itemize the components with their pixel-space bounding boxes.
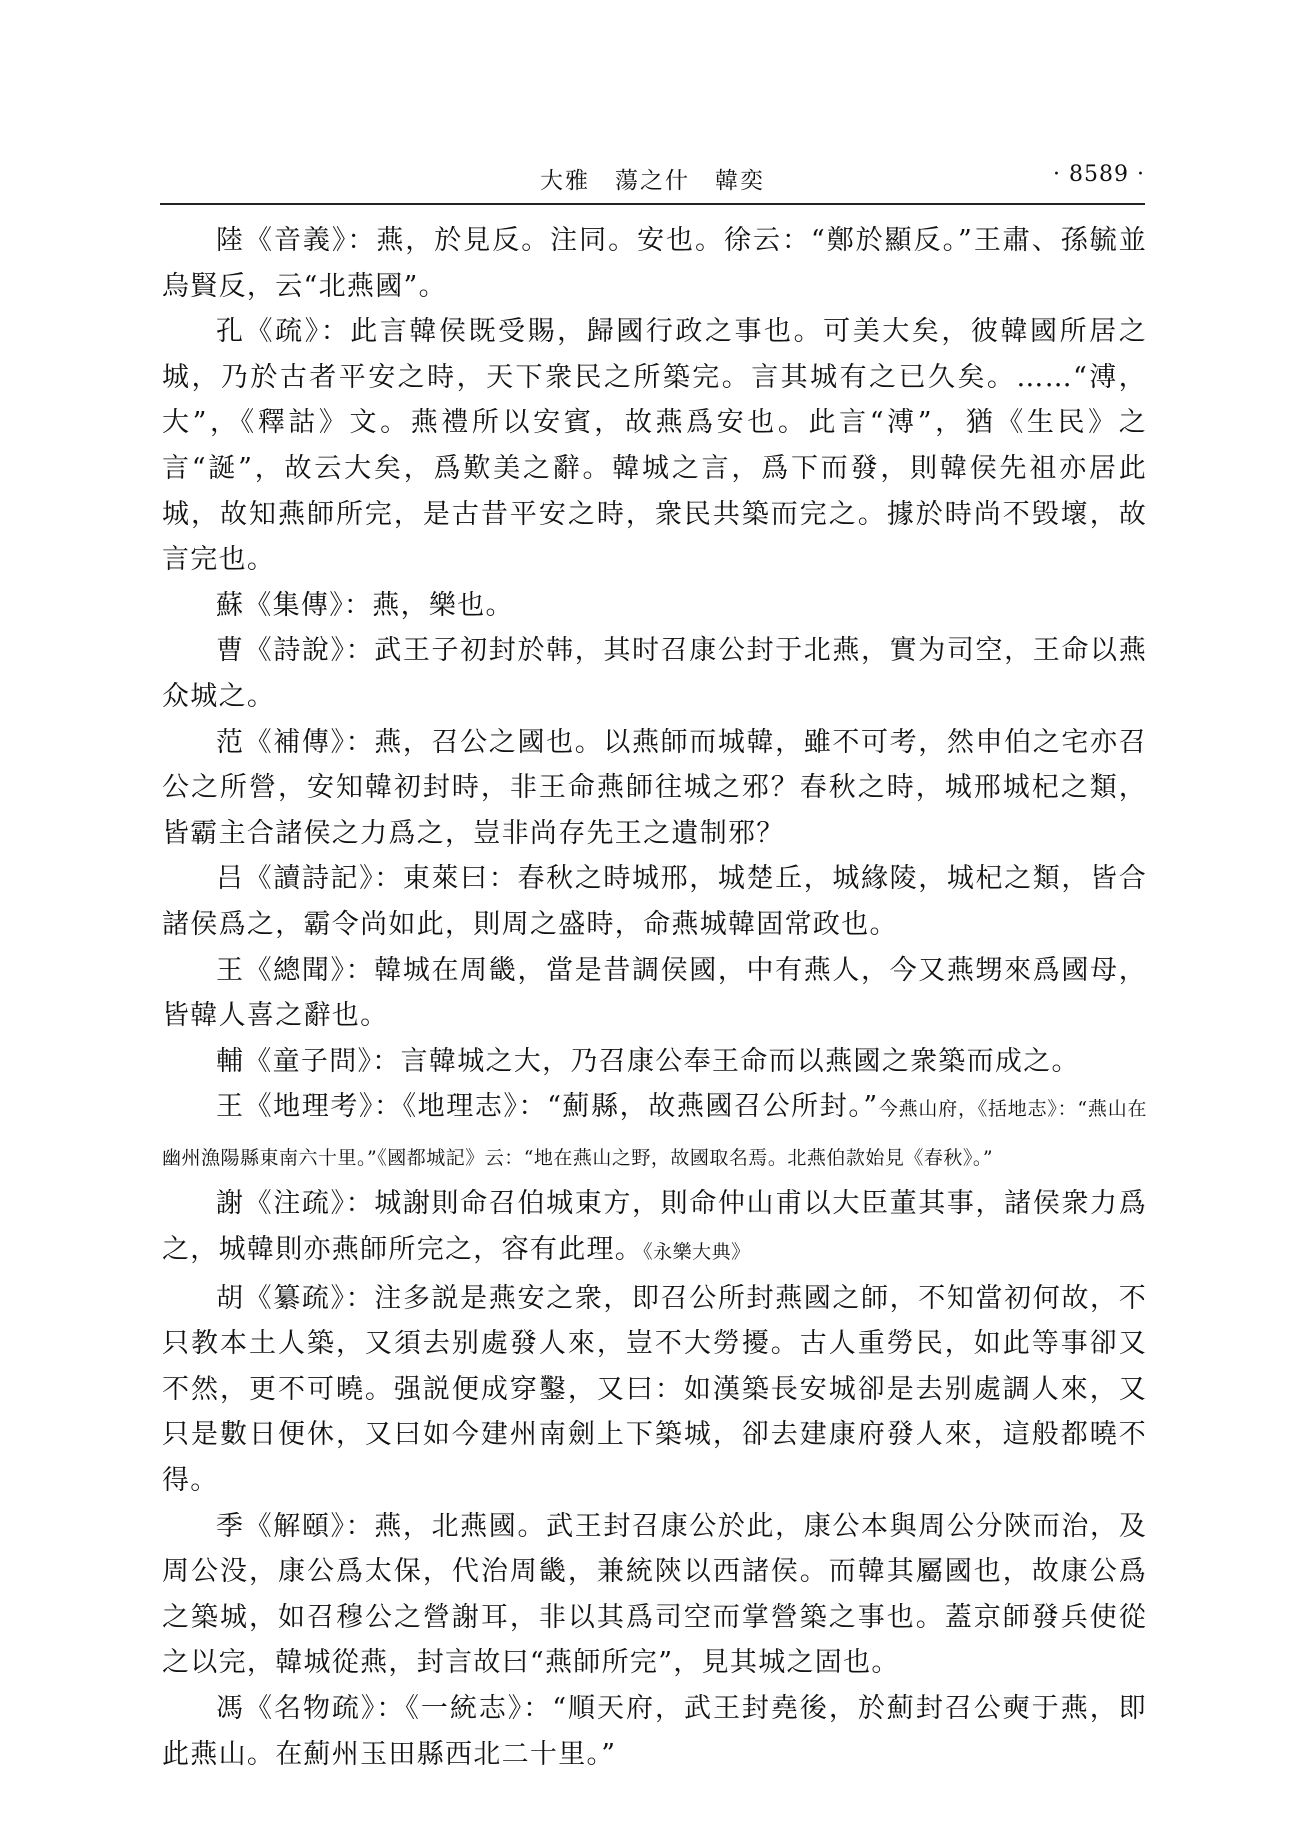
commentary-paragraph-cao: [162, 628, 1147, 719]
paragraph-text: 季《解頤》：燕，北燕國。武王封召康公於此，康公本與周公分陝而治，及周公没，康公爲太保，代治周畿，兼統陝以西諸侯。而韓其屬國也，故康公爲之築城，如召穆公之營謝耳，非以其爲司空而掌營築之事也。蓋京師發兵使從之以完，韓城從燕，封言故曰“燕師所完”，見其城之固也。: [162, 1510, 1147, 1679]
commentary-paragraph-lv: [162, 856, 1147, 947]
paragraph-text: 王《地理考》：《地理志》：“薊縣，故燕國召公所封。”: [216, 1091, 879, 1123]
paragraph-text: 曹《詩說》：武王子初封於韩，其时召康公封于北燕，實为司空，王命以燕众城之。: [162, 635, 1147, 712]
commentary-paragraph-su: [162, 583, 1147, 629]
paragraph-text: 謝《注疏》：城謝則命召伯城東方，則命仲山甫以大臣董其事，諸侯衆力爲之，城韓則亦燕師所完之，容有此理。: [162, 1188, 1147, 1266]
paragraph-text: 輔《童子問》：言韓城之大，乃召康公奉王命而以燕國之衆築而成之。: [216, 1045, 1080, 1077]
paragraph-text: 吕《讀詩記》：東萊曰：春秋之時城邢，城楚丘，城緣陵，城杞之類，皆合諸侯爲之，霸令尚如此，則周之盛時，命燕城韓固常政也。: [162, 863, 1147, 940]
commentary-paragraph-hu: [162, 1276, 1147, 1504]
paragraph-text: 陸《音義》：燕，於見反。注同。安也。徐云：“鄭於顯反。”王肅、孫毓並烏賢反，云“北燕國”。: [162, 225, 1147, 302]
inline-note: 《永樂大典》: [643, 1241, 751, 1264]
running-header-title: 大雅 蕩之什 韓奕: [540, 168, 765, 194]
paragraph-text: 馮《名物疏》：《一統志》：“順天府，武王封堯後，於薊封召公奭于燕，即此燕山。在薊州玉田縣西北二十里。”: [162, 1693, 1147, 1770]
header-rule: [160, 203, 1145, 205]
commentary-paragraph-fu: [162, 1039, 1147, 1085]
inline-note: 今燕山府，《括地志》：“燕山在幽州漁陽縣東南六十里。”《國都城記》云：“地在燕山之野，故國取名焉。北燕伯款始見《春秋》。”: [162, 1098, 1147, 1169]
commentary-paragraph-fan: [162, 720, 1147, 857]
paragraph-text: 胡《纂疏》：注多説是燕安之衆，即召公所封燕國之師，不知當初何故，不只教本土人築，又須去别處發人來，豈不大勞擾。古人重勞民，如此等事卻又不然，更不可曉。强説便成穿鑿，又曰：如漢築長安城卻是去别處調人來，又只是數日便休，又曰如今建州南劍上下築城，卻去建康府發人來，這般都曉不得。: [162, 1282, 1147, 1497]
commentary-paragraph-kong: [162, 309, 1147, 583]
commentary-paragraph-wang-zongwen: [162, 948, 1147, 1039]
paragraph-text: 孔《疏》：此言韓侯既受賜，歸國行政之事也。可美大矣，彼韓國所居之城，乃於古者平安之時，天下衆民之所築完。言其城有之已久矣。……“溥，大”，《釋詁》文。燕禮所以安賓，故燕爲安也。此言“溥”，猶《生民》之言“誕”，故云大矣，爲歎美之辭。韓城之言，爲下而發，則韓侯先祖亦居此城，故知燕師所完，是古昔平安之時，衆民共築而完之。據於時尚不毁壞，故言完也。: [162, 316, 1147, 576]
commentary-paragraph-lu: [162, 218, 1147, 309]
paragraph-text: 王《總聞》：韓城在周畿，當是昔調侯國，中有燕人，今又燕甥來爲國母，皆韓人喜之辭也。: [162, 954, 1147, 1032]
paragraph-text: 蘇《集傳》：燕，樂也。: [216, 589, 514, 621]
commentary-paragraph-ji: [162, 1504, 1147, 1686]
paragraph-text: 范《補傳》：燕，召公之國也。以燕師而城韓，雖不可考，然申伯之宅亦召公之所營，安知韓初封時，非王命燕師往城之邪？春秋之時，城邢城杞之類，皆霸主合諸侯之力爲之，豈非尚存先王之遺制邪？: [162, 726, 1147, 849]
commentary-paragraph-xie: [162, 1181, 1147, 1275]
running-header: [160, 162, 1145, 202]
commentary-paragraph-wang-dilikao: [162, 1084, 1147, 1181]
page-number: · 8589 ·: [1053, 162, 1145, 187]
commentary-paragraph-feng: [162, 1686, 1147, 1777]
commentary-body: [162, 218, 1147, 1777]
